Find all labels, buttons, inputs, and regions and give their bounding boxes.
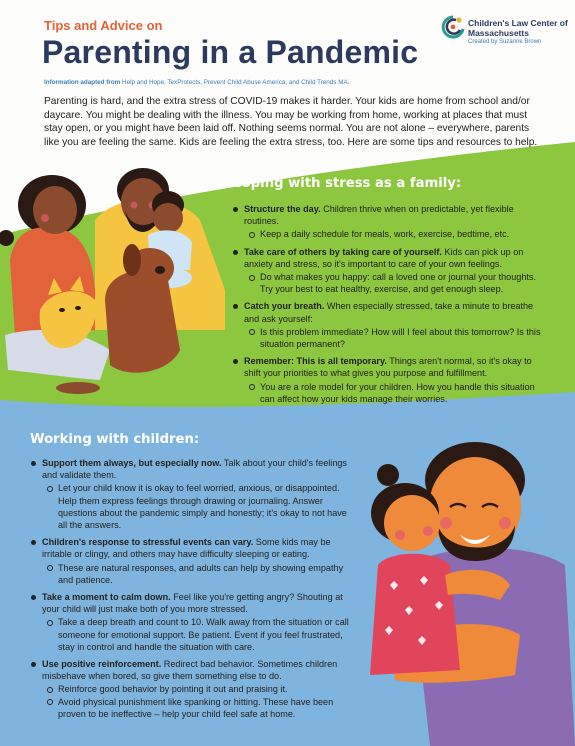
coping-list (232, 203, 550, 405)
list-item-lead: Take a moment to calm down. (42, 592, 171, 603)
sub-list-item: Take a deep breath and count to 10. Walk away from the situation or call someone for emotional support. Be patient. Event if you feel frustrated, stay in control and handle the situation with care. (42, 616, 352, 653)
sub-list-item: Is this problem immediate? How will I feel about this tomorrow? Is this situation permanent? (244, 326, 550, 350)
sub-list (244, 326, 550, 350)
list-item-text: Redirect bad behavior. Sometimes children misbehave when bored, so give them something else to do. (42, 659, 338, 682)
source-label: Information adapted from (44, 79, 121, 86)
list-item-lead: Support them always, but especially now. (42, 458, 222, 468)
logo-credit: Created by Suzanne Brown (468, 39, 542, 45)
sub-list (244, 381, 550, 405)
sub-list (244, 228, 550, 240)
list-item (30, 591, 352, 653)
intro-paragraph: Parenting is hard, and the extra stress of COVID-19 makes it harder. Your kids are home from school and/or daycare. You might be dealing with the illness. You may be working from home, working at places that must stay open, or you might have been laid off. Nothing seems normal. You are not alone – everywhere, parents like you are feeling the same. Kids are feeling the extra stress, too. Here are some tips and resources to help. (44, 96, 538, 148)
sub-list (42, 562, 352, 586)
list-item (30, 536, 352, 586)
list-item-text: Feel like you're getting angry? Shouting at your child will just make both of you more stressed. (42, 592, 343, 615)
sub-list-item: Reinforce good behavior by pointing it out and praising it. (42, 683, 352, 695)
father-daughter-illustration (350, 435, 575, 746)
logo-mark-icon (440, 14, 466, 40)
list-item-lead: Use positive reinforcement. (42, 659, 162, 670)
sub-list-item: You are a role model for your children. How you handle this situation can affect how your kids manage their worries. (244, 381, 550, 405)
sub-list (244, 271, 550, 295)
list-item-text: Kids can pick up on anxiety and stress, so it's important to care of your own feelings. (244, 246, 524, 269)
family-illustration (0, 150, 230, 395)
sub-list (42, 482, 352, 531)
logo (440, 14, 570, 54)
coping-section (232, 176, 550, 410)
working-heading: Working with children: (30, 432, 200, 447)
sub-list-item: Do what makes you happy: call a loved one or journal your thoughts. Try your best to eat healthy, exercise, and get enough sleep. (244, 271, 550, 295)
list-item-text: Children thrive when on predictable, yet flexible routines. (244, 204, 514, 227)
sub-list (42, 683, 352, 720)
coping-heading: Coping with stress as a family: (232, 176, 462, 191)
list-item (232, 355, 550, 405)
list-item-lead: Catch your breath. (244, 301, 325, 312)
list-item-text: Talk about your child's feelings and validate them. (42, 458, 347, 481)
list-item-text: Some kids may be irritable or clingy, and others may have difficulty sleeping or eating. (42, 537, 331, 560)
source-line (44, 79, 349, 86)
list-item (30, 658, 352, 720)
kicker: Tips and Advice on (44, 18, 163, 33)
sub-list-item: These are natural responses, and adults can help by showing empathy and patience. (42, 562, 352, 586)
list-item-lead: Structure the day. (244, 204, 321, 214)
working-section (30, 432, 352, 725)
list-item-text: When especially stressed, take a minute to breathe and ask yourself: (244, 301, 534, 324)
list-item-lead: Remember: This is all temporary. (244, 356, 387, 367)
list-item-lead: Children's response to stressful events can vary. (42, 537, 254, 548)
page-title: Parenting in a Pandemic (42, 34, 419, 70)
list-item-lead: Take care of others by taking care of yourself. (244, 246, 442, 257)
sub-list-item: Avoid physical punishment like spanking or hitting. These have been proven to be ineffective – help your child feel safe at home. (42, 696, 352, 720)
logo-name: Children's Law Center of Massachusetts (468, 18, 568, 38)
list-item (232, 246, 550, 296)
list-item (232, 300, 550, 350)
sub-list (42, 616, 352, 653)
sub-list-item: Keep a daily schedule for meals, work, exercise, bedtime, etc. (244, 228, 550, 240)
list-item (232, 203, 550, 241)
working-list (30, 457, 352, 720)
sub-list-item: Let your child know it is okay to feel worried, anxious, or disappointed. Help them express feelings through drawing or journaling. Answer questions about the pandemic simply and honestly; it's okay to not have all the answers. (42, 482, 352, 531)
list-item (30, 457, 352, 531)
source-text: Help and Hope, TexProtects, Prevent Child Abuse America, and Child Trends MA. (122, 79, 350, 86)
list-item-text: Things aren't normal, so it's okay to shift your priorities to what gives you purpose and fulfillment. (244, 356, 532, 379)
